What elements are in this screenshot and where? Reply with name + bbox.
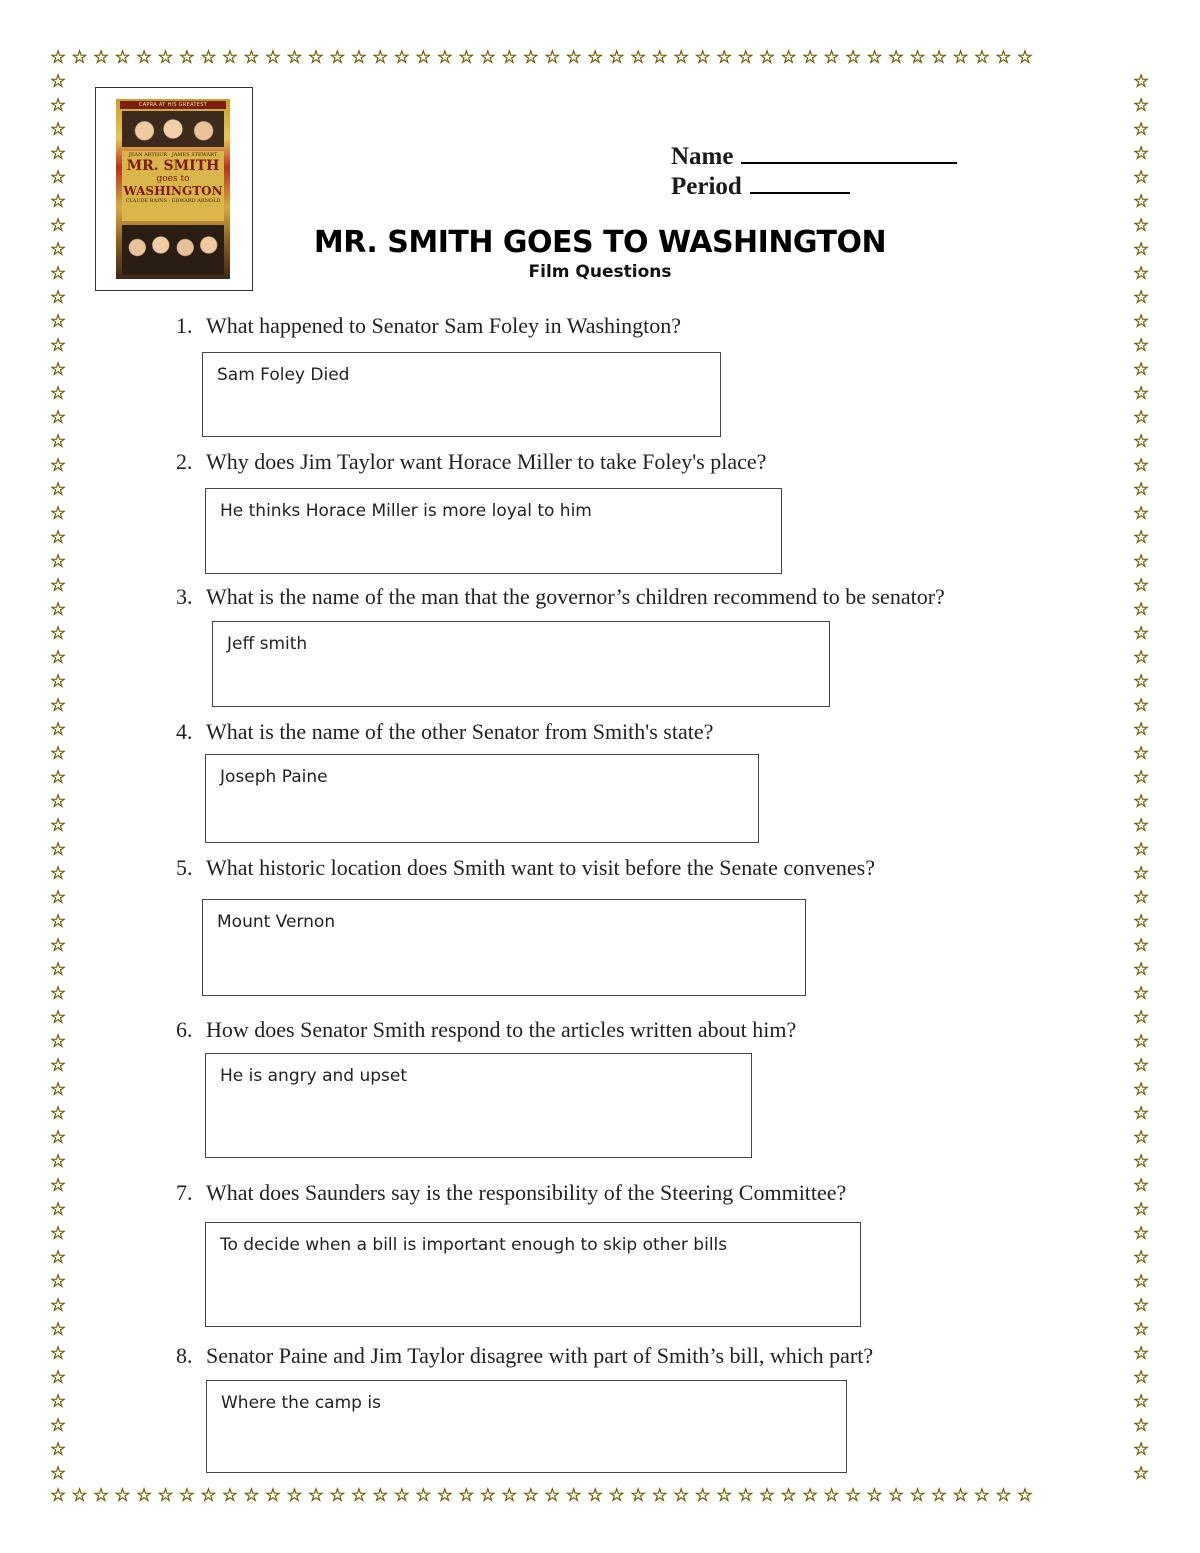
answer-text: He thinks Horace Miller is more loyal to him [220, 501, 592, 521]
answer-text: Sam Foley Died [217, 365, 350, 385]
question-number: 3. [176, 584, 193, 609]
period-blank[interactable] [750, 170, 850, 194]
poster-cast-top [122, 111, 224, 147]
question-number: 8. [176, 1343, 193, 1368]
answer-box-7[interactable] [205, 1222, 861, 1327]
answer-box-6[interactable] [205, 1053, 752, 1158]
question-text: What happened to Senator Sam Foley in Washington? [206, 313, 682, 338]
question-number: 7. [176, 1180, 193, 1205]
star-border-right: ☆ ☆ ☆ ☆ ☆ ☆ ☆ ☆ ☆ ☆ ☆ ☆ ☆ ☆ ☆ ☆ ☆ ☆ ☆ ☆ ☆ ☆ ☆ ☆ ☆ ☆ ☆ ☆ ☆ ☆ ☆ ☆ ☆ ☆ ☆ ☆ ☆ ☆ ☆ ☆ ☆ ☆ ☆ ☆ ☆ ☆ ☆ ☆ ☆ ☆ ☆ ☆ ☆ ☆ ☆ ☆ ☆ ☆ ☆ [1133, 71, 1150, 1484]
answer-box-4[interactable] [205, 754, 759, 843]
question-8 [176, 1343, 873, 1369]
movie-poster-image [116, 99, 230, 279]
question-7 [176, 1180, 846, 1206]
star-border-left: ☆ ☆ ☆ ☆ ☆ ☆ ☆ ☆ ☆ ☆ ☆ ☆ ☆ ☆ ☆ ☆ ☆ ☆ ☆ ☆ ☆ ☆ ☆ ☆ ☆ ☆ ☆ ☆ ☆ ☆ ☆ ☆ ☆ ☆ ☆ ☆ ☆ ☆ ☆ ☆ ☆ ☆ ☆ ☆ ☆ ☆ ☆ ☆ ☆ ☆ ☆ ☆ ☆ ☆ ☆ ☆ ☆ ☆ ☆ [50, 71, 67, 1484]
star-border-bottom: ☆☆☆☆☆☆☆☆☆☆☆☆☆☆☆☆☆☆☆☆☆☆☆☆☆☆☆☆☆☆☆☆☆☆☆☆☆☆☆☆☆☆☆☆☆☆ [50, 1485, 1039, 1506]
question-text: What historic location does Smith want to visit before the Senate convenes? [206, 855, 875, 880]
question-number: 4. [176, 719, 193, 744]
answer-box-8[interactable] [206, 1380, 847, 1473]
question-number: 5. [176, 855, 193, 880]
question-text: What is the name of the other Senator from Smith's state? [206, 719, 714, 744]
name-blank[interactable] [741, 140, 957, 164]
question-3 [176, 584, 945, 610]
question-number: 6. [176, 1017, 193, 1042]
answer-box-5[interactable] [202, 899, 806, 996]
question-number: 1. [176, 313, 193, 338]
period-label: Period [671, 173, 742, 200]
question-6 [176, 1017, 796, 1043]
answer-text: Joseph Paine [220, 767, 328, 787]
question-2 [176, 449, 766, 475]
poster-title-line3: WASHINGTON [123, 184, 223, 198]
name-field [671, 140, 957, 171]
poster-title-line1: MR. SMITH [126, 158, 220, 174]
answer-text: Mount Vernon [217, 912, 336, 932]
answer-text: To decide when a bill is important enough to skip other bills [220, 1235, 728, 1255]
name-label: Name [671, 143, 734, 170]
answer-box-3[interactable] [212, 621, 830, 707]
poster-credit: JEAN ARTHUR · JAMES STEWART [128, 152, 218, 158]
question-text: What is the name of the man that the governor’s children recommend to be senator? [206, 584, 945, 609]
answer-text: Where the camp is [221, 1393, 381, 1413]
star-border-top: ☆☆☆☆☆☆☆☆☆☆☆☆☆☆☆☆☆☆☆☆☆☆☆☆☆☆☆☆☆☆☆☆☆☆☆☆☆☆☆☆☆☆☆☆☆☆ [50, 47, 1039, 68]
answer-text: Jeff smith [227, 634, 308, 654]
poster-title-line2: goes to [156, 174, 190, 184]
answer-text: He is angry and upset [220, 1066, 407, 1086]
question-4 [176, 719, 713, 745]
answer-box-1[interactable] [202, 352, 721, 437]
page-title: MR. SMITH GOES TO WASHINGTON [313, 225, 887, 260]
movie-poster-frame [95, 87, 253, 291]
question-text: How does Senator Smith respond to the articles written about him? [206, 1017, 797, 1042]
poster-cast-bottom [122, 225, 224, 275]
poster-title-block [122, 151, 224, 221]
question-text: What does Saunders say is the responsibility of the Steering Committee? [206, 1180, 847, 1205]
poster-cast: CLAUDE RAINS · EDWARD ARNOLD [125, 198, 221, 204]
question-text: Senator Paine and Jim Taylor disagree with part of Smith’s bill, which part? [206, 1343, 874, 1368]
answer-box-2[interactable] [205, 488, 782, 574]
question-number: 2. [176, 449, 193, 474]
question-5 [176, 855, 875, 881]
poster-banner: CAPRA AT HIS GREATEST [120, 101, 226, 109]
period-field [671, 170, 850, 201]
page-subtitle: Film Questions [528, 262, 672, 282]
question-text: Why does Jim Taylor want Horace Miller to take Foley's place? [206, 449, 767, 474]
question-1 [176, 313, 681, 339]
